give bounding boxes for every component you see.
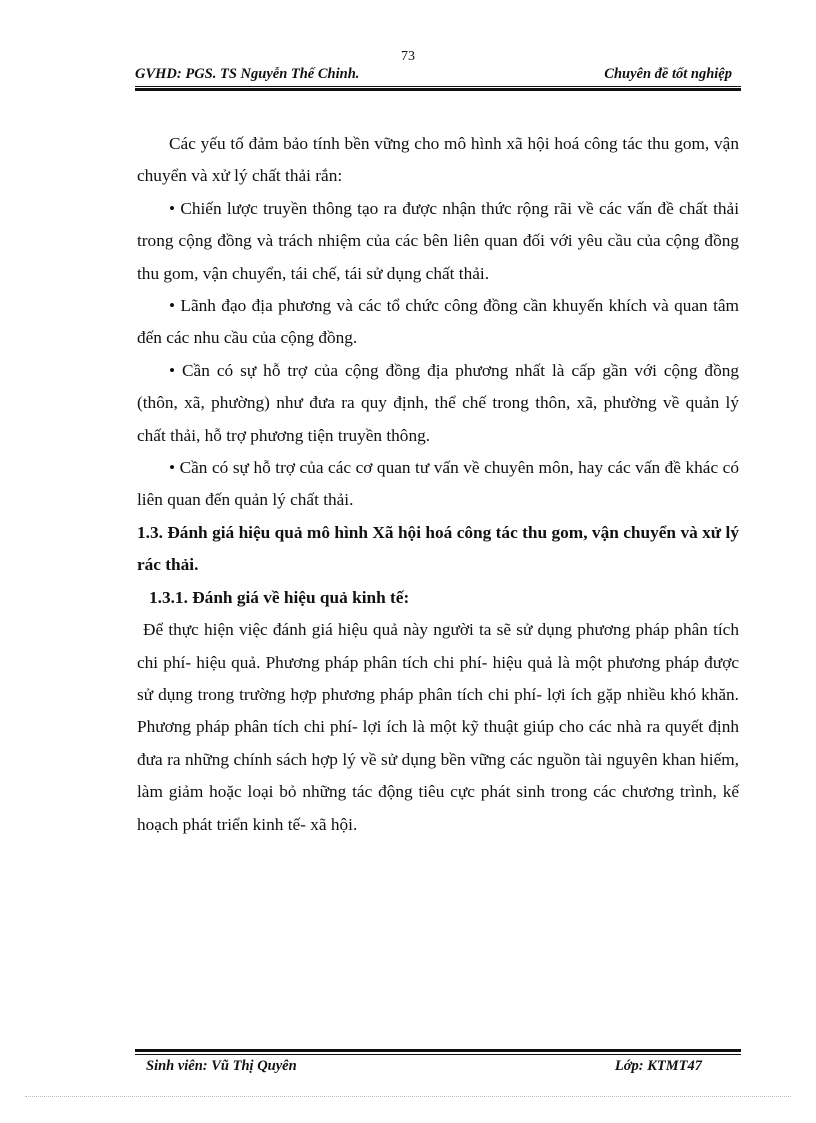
page-edge-divider xyxy=(25,1096,791,1097)
bullet-community-support: • Cần có sự hỗ trợ của cộng đồng địa phương nhất là cấp gần với cộng đồng (thôn, xã, phường) như đưa ra quy định, thể chế trong thôn, xã, phường về quản lý chất thải, hỗ trợ phương tiện truyền thông. xyxy=(137,360,739,445)
footer-rule-thick xyxy=(135,1049,741,1052)
paragraph-sustainability-intro: Các yếu tố đảm bảo tính bền vững cho mô hình xã hội hoá công tác thu gom, vận chuyển và xử lý chất thải rắn: xyxy=(137,134,739,186)
header-document-type: Chuyên đề tốt nghiệp xyxy=(604,66,732,82)
header-rule-thick xyxy=(135,88,741,91)
page-header xyxy=(135,66,740,84)
footer-class: Lớp: KTMT47 xyxy=(614,1058,702,1074)
page-number: 73 xyxy=(401,49,415,64)
footer-rule-thin xyxy=(135,1054,741,1055)
page-body xyxy=(137,128,739,841)
bullet-communication-strategy: • Chiến lược truyền thông tạo ra được nhận thức rộng rãi về các vấn đề chất thải trong cộng đồng và trách nhiệm của các bên liên quan đối với yêu cầu của cộng đồng thu gom, vận chuyển, tái chế, tái sử dụng chất thải. xyxy=(137,198,739,283)
section-heading-1-3: 1.3. Đánh giá hiệu quả mô hình Xã hội hoá công tác thu gom, vận chuyển và xử lý rác thải. xyxy=(137,522,739,575)
bullet-consulting-support: • Cần có sự hỗ trợ của các cơ quan tư vấn về chuyên môn, hay các vấn đề khác có liên quan đến quản lý chất thải. xyxy=(137,458,739,510)
header-rule-thin xyxy=(135,86,741,87)
paragraph-cost-effectiveness: Để thực hiện việc đánh giá hiệu quả này người ta sẽ sử dụng phương pháp phân tích chi phí- hiệu quả. Phương pháp phân tích chi phí- hiệu quả là một phương pháp được sử dụng trong trường hợp phương pháp phân tích chi phí- lợi ích gặp nhiều khó khăn. Phương pháp phân tích chi phí- lợi ích là một kỹ thuật giúp cho các nhà ra quyết định đưa ra những chính sách hợp lý về sử dụng bền vững các nguồn tài nguyên khan hiếm, làm giảm hoặc loại bỏ những tác động tiêu cực phát sinh trong các chương trình, kế hoạch phát triển kinh tế- xã hội. xyxy=(137,620,739,834)
footer-student: Sinh viên: Vũ Thị Quyên xyxy=(146,1058,297,1074)
subsection-heading-1-3-1: 1.3.1. Đánh giá về hiệu quả kinh tế: xyxy=(149,587,410,607)
bullet-local-leadership: • Lãnh đạo địa phương và các tổ chức công đồng cần khuyến khích và quan tâm đến các nhu cầu của cộng đồng. xyxy=(137,296,739,348)
header-supervisor: GVHD: PGS. TS Nguyễn Thế Chinh. xyxy=(135,66,360,82)
page-footer xyxy=(146,1058,706,1076)
